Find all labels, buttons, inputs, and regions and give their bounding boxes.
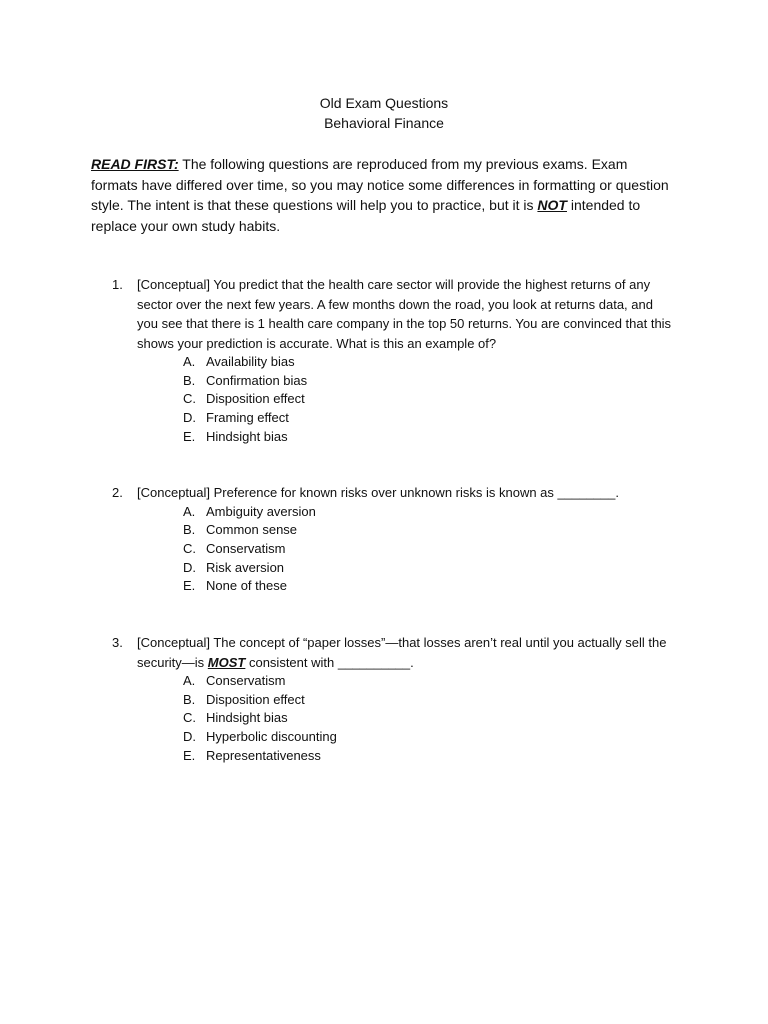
- question-number: 1.: [112, 277, 123, 292]
- option-item: [183, 728, 672, 747]
- option-item: [183, 372, 672, 391]
- option-text: Common sense: [206, 522, 298, 538]
- option-letter: E.: [183, 428, 196, 444]
- option-letter: D.: [183, 559, 196, 575]
- question-3: [112, 633, 672, 766]
- question-2: [112, 483, 672, 596]
- option-item: [183, 691, 672, 710]
- question-emphasis: MOST: [207, 654, 246, 670]
- option-text: Hyperbolic discounting: [206, 729, 337, 745]
- option-letter: D.: [183, 410, 196, 426]
- option-list: [183, 353, 672, 447]
- option-text: Conservatism: [206, 673, 286, 688]
- question-text: [137, 633, 672, 672]
- option-letter: B.: [183, 691, 196, 707]
- title-block: [0, 93, 768, 133]
- option-text: Availability bias: [206, 354, 295, 369]
- option-text: Risk aversion: [206, 559, 285, 575]
- option-item: [183, 540, 672, 559]
- question-body: [137, 633, 672, 766]
- option-item: [183, 521, 672, 540]
- question-body: [137, 483, 672, 596]
- option-item: [183, 428, 672, 447]
- option-text: Confirmation bias: [206, 372, 308, 388]
- question-1: [112, 275, 672, 447]
- option-list: [183, 672, 672, 766]
- option-text: Ambiguity aversion: [206, 503, 316, 519]
- intro-text-after: intended to replace your own study habits.: [91, 197, 641, 234]
- option-letter: C.: [183, 540, 196, 556]
- page-subtitle: Behavioral Finance: [324, 115, 444, 131]
- question-number: 2.: [112, 485, 123, 500]
- option-letter: A.: [183, 503, 196, 519]
- option-letter: E.: [183, 747, 196, 763]
- option-text: Framing effect: [206, 410, 289, 426]
- option-letter: D.: [183, 729, 196, 745]
- option-item: [183, 747, 672, 766]
- question-number: 3.: [112, 635, 123, 650]
- page-title: Old Exam Questions: [319, 95, 449, 111]
- question-text-before: [Conceptual] The concept of “paper losses”—that losses aren’t real until you actually sell the security—is: [137, 635, 667, 670]
- question-text: [Conceptual] You predict that the health care sector will provide the highest returns of any sector over the next few years. A few months down the road, you look at returns data, and you see that there is 1 health care company in the top 50 returns. You are convinced that this shows your prediction is accurate. What is this an example of?: [137, 277, 672, 351]
- option-item: [183, 409, 672, 428]
- option-text: None of these: [206, 578, 287, 594]
- option-item: [183, 672, 672, 691]
- option-letter: B.: [183, 522, 196, 538]
- intro-lead: READ FIRST:: [91, 156, 179, 172]
- option-item: [183, 709, 672, 728]
- option-item: [183, 390, 672, 409]
- option-letter: A.: [183, 673, 196, 688]
- question-body: [137, 275, 672, 447]
- option-text: Hindsight bias: [206, 710, 288, 726]
- option-text: Disposition effect: [206, 691, 305, 707]
- option-item: [183, 559, 672, 578]
- question-text-after: consistent with __________.: [245, 654, 414, 670]
- option-item: [183, 503, 672, 522]
- option-item: [183, 577, 672, 596]
- option-text: Disposition effect: [206, 391, 305, 407]
- option-letter: E.: [183, 578, 196, 594]
- option-text: Representativeness: [206, 747, 321, 763]
- option-text: Hindsight bias: [206, 428, 288, 444]
- intro-paragraph: [91, 154, 671, 236]
- intro-text-before: The following questions are reproduced from my previous exams. Exam formats have differed over time, so you may notice some differences in formatting or question style. The intent is that these questions will help you to practice, but it is: [91, 156, 669, 213]
- question-text: [Conceptual] Preference for known risks over unknown risks is known as ________.: [137, 485, 619, 500]
- option-text: Conservatism: [206, 540, 286, 556]
- intro-emphasis: NOT: [537, 197, 567, 213]
- option-letter: C.: [183, 710, 196, 726]
- option-letter: A.: [183, 354, 196, 369]
- option-item: [183, 353, 672, 372]
- option-list: [183, 503, 672, 597]
- option-letter: B.: [183, 372, 196, 388]
- option-letter: C.: [183, 391, 196, 407]
